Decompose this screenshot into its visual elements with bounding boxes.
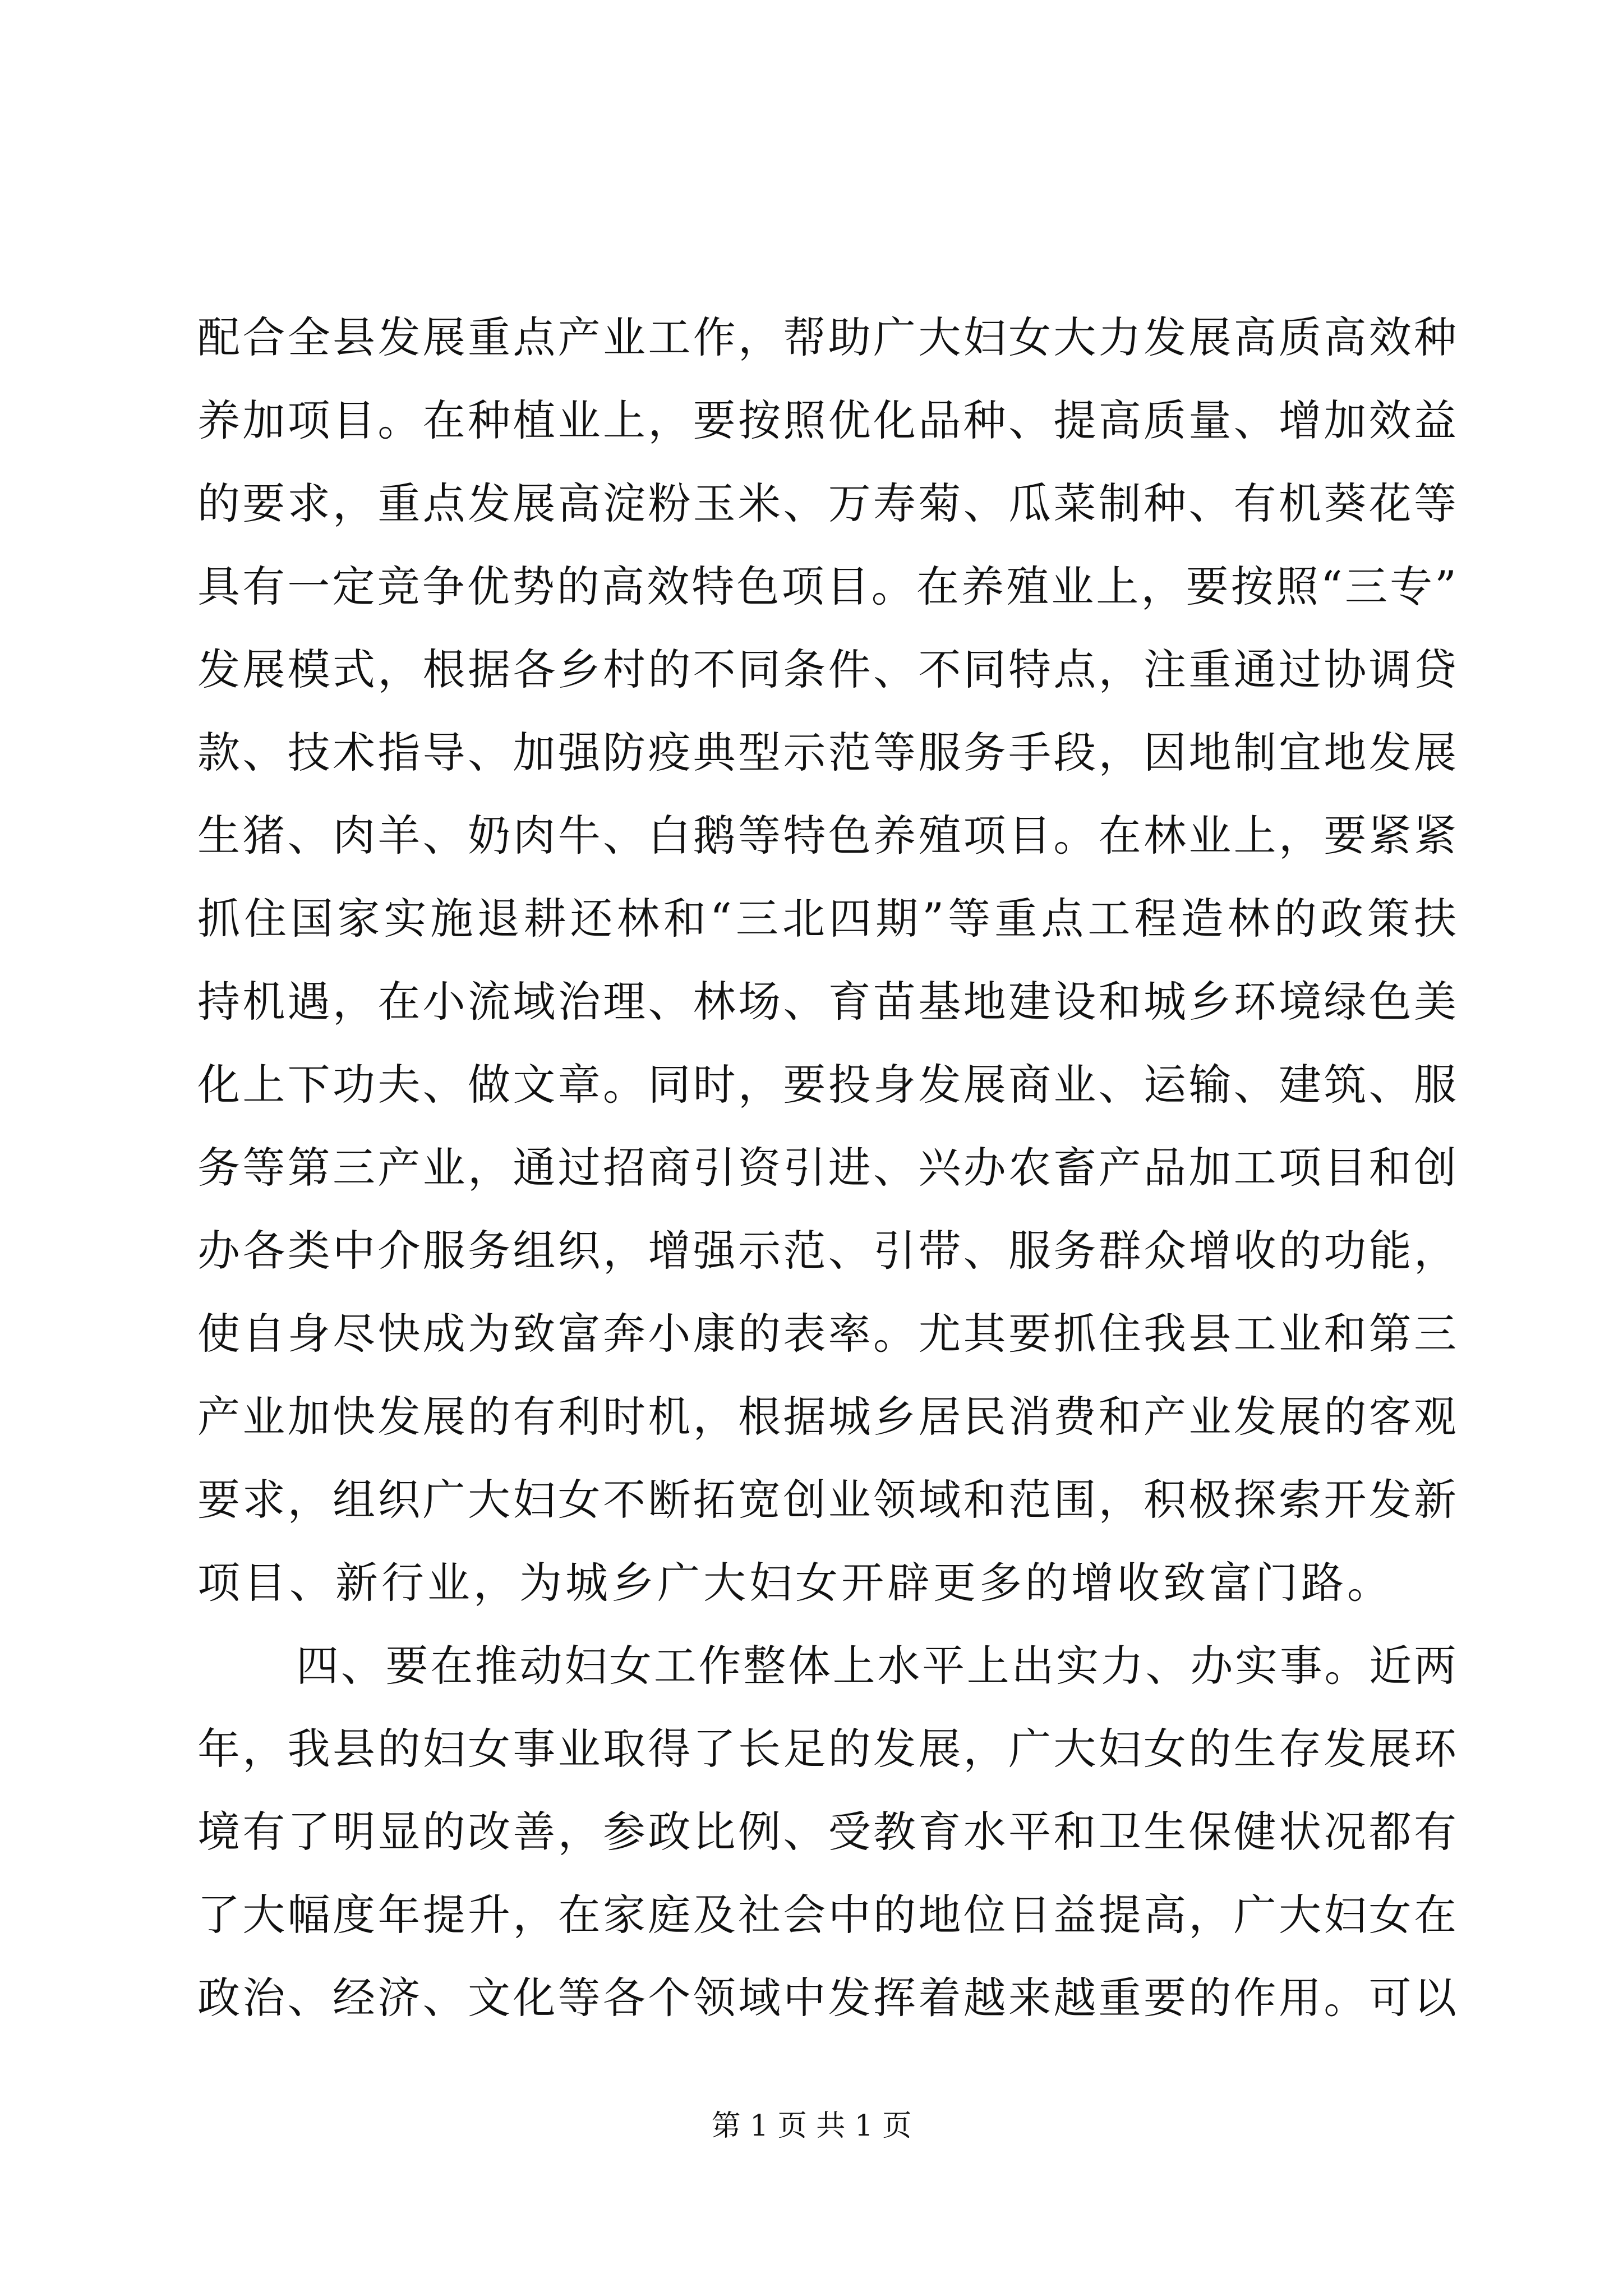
text-line: 务等第三产业，通过招商引资引进、兴办农畜产品加工项目和创 — [197, 1143, 1456, 1193]
page-number: 第 1 页 共 1 页 — [711, 2109, 912, 2143]
text-line: 配合全县发展重点产业工作，帮助广大妇女大力发展高质高效种 — [197, 312, 1456, 362]
text-line: 具有一定竞争优势的高效特色项目。在养殖业上，要按照“三专” — [197, 562, 1456, 611]
text-line: 了大幅度年提升，在家庭及社会中的地位日益提高，广大妇女在 — [197, 1890, 1456, 1940]
text-line: 产业加快发展的有利时机，根据城乡居民消费和产业发展的客观 — [197, 1392, 1456, 1442]
text-line: 款、技术指导、加强防疫典型示范等服务手段，因地制宜地发展 — [197, 728, 1456, 777]
text-line: 年，我县的妇女事业取得了长足的发展，广大妇女的生存发展环 — [197, 1724, 1456, 1774]
text-line: 生猪、肉羊、奶肉牛、白鹅等特色养殖项目。在林业上，要紧紧 — [197, 811, 1456, 861]
text-line: 境有了明显的改善，参政比例、受教育水平和卫生保健状况都有 — [197, 1807, 1456, 1857]
text-line: 办各类中介服务组织，增强示范、引带、服务群众增收的功能， — [197, 1226, 1456, 1276]
text-line: 发展模式，根据各乡村的不同条件、不同特点，注重通过协调贷 — [197, 645, 1456, 694]
text-line: 养加项目。在种植业上，要按照优化品种、提高质量、增加效益 — [197, 395, 1456, 445]
text-line: 使自身尽快成为致富奔小康的表率。尤其要抓住我县工业和第三 — [197, 1309, 1456, 1359]
text-line: 要求，组织广大妇女不断拓宽创业领域和范围，积极探索开发新 — [197, 1475, 1456, 1525]
text-line: 政治、经济、文化等各个领域中发挥着越来越重要的作用。可以 — [197, 1973, 1456, 2023]
text-line: 持机遇，在小流域治理、林场、育苗基地建设和城乡环境绿色美 — [197, 977, 1456, 1027]
text-line: 抓住国家实施退耕还林和“三北四期”等重点工程造林的政策扶 — [197, 894, 1456, 944]
text-line: 化上下功夫、做文章。同时，要投身发展商业、运输、建筑、服 — [197, 1060, 1456, 1110]
text-line: 项目、新行业，为城乡广大妇女开辟更多的增收致富门路。 — [197, 1558, 1393, 1608]
text-line: 的要求，重点发展高淀粉玉米、万寿菊、瓜菜制种、有机葵花等 — [197, 478, 1456, 528]
page-footer — [0, 2106, 1623, 2146]
body-text — [197, 296, 1456, 2040]
paragraph-start-line: 四、要在推动妇女工作整体上水平上出实力、办实事。近两 — [296, 1641, 1456, 1691]
